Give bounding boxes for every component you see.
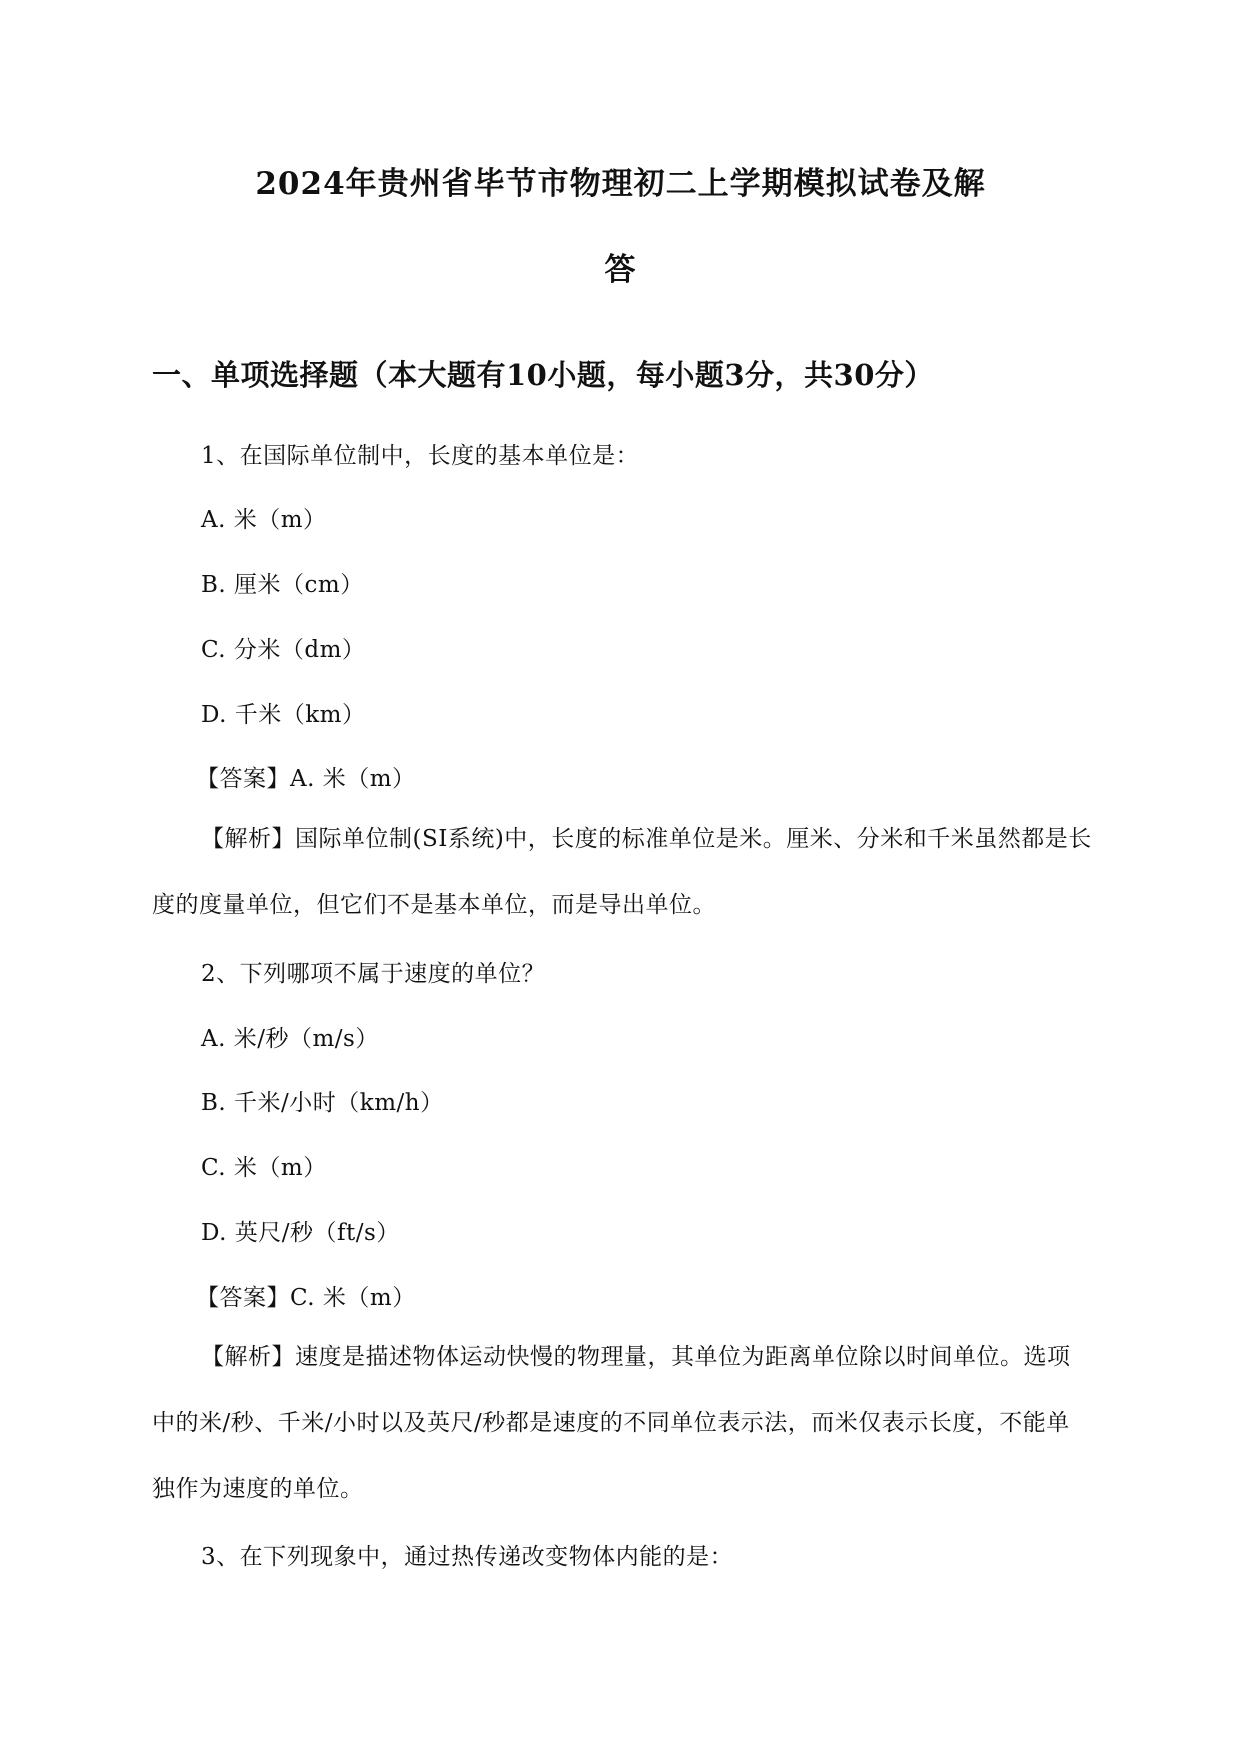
document-title-line-2: 答 (604, 252, 637, 288)
question-2-option-b: B. 千米/小时（km/h） (201, 1090, 444, 1116)
question-3-stem: 3、在下列现象中，通过热传递改变物体内能的是： (201, 1544, 734, 1570)
question-2-analysis: 【解析】速度是描述物体运动快慢的物理量，其单位为距离单位除以时间单位。选项中的米/秒、千米/小时以及英尺/秒都是速度的不同单位表示法，而米仅表示长度，不能单独作为速度的单位。 (152, 1344, 1071, 1502)
question-1-analysis: 【解析】国际单位制(SI系统)中，长度的标准单位是米。厘米、分米和千米虽然都是长度的度量单位，但它们不是基本单位，而是导出单位。 (152, 826, 1092, 918)
section-heading: 一、单项选择题（本大题有10小题，每小题3分，共30分） (152, 358, 934, 392)
question-2-option-a: A. 米/秒（m/s） (201, 1026, 379, 1052)
question-1-option-b: B. 厘米（cm） (201, 572, 364, 598)
question-2-stem: 2、下列哪项不属于速度的单位？ (201, 961, 546, 987)
document-title-line-1: 2024年贵州省毕节市物理初二上学期模拟试卷及解 (255, 166, 986, 202)
question-1-option-c: C. 分米（dm） (201, 637, 366, 663)
question-1-answer: 【答案】A. 米（m） (196, 766, 416, 792)
question-2-option-d: D. 英尺/秒（ft/s） (201, 1220, 400, 1246)
question-1-option-a: A. 米（m） (201, 507, 327, 533)
question-2-answer: 【答案】C. 米（m） (196, 1285, 416, 1311)
question-1-option-d: D. 千米（km） (201, 702, 366, 728)
question-1-stem: 1、在国际单位制中，长度的基本单位是： (201, 443, 640, 469)
question-2-option-c: C. 米（m） (201, 1155, 327, 1181)
